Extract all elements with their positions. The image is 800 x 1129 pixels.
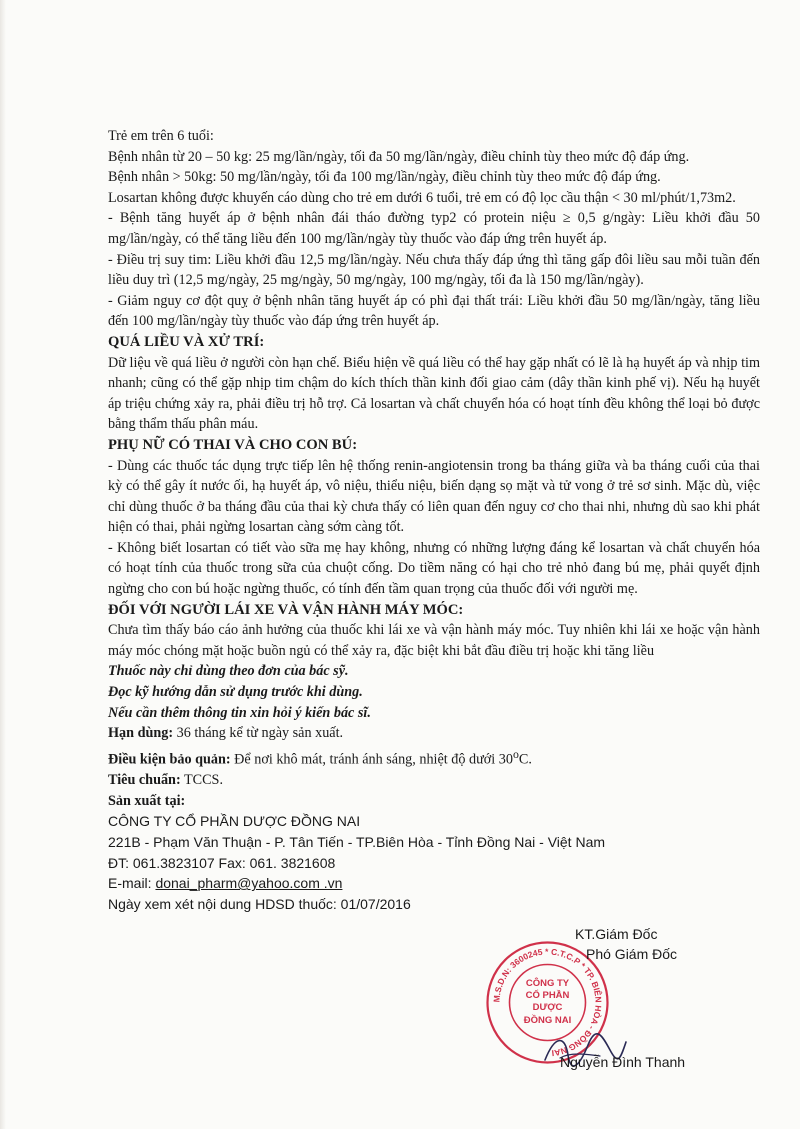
signature-title-1: KT.Giám Đốc [575,926,658,942]
dosage-not-recommended: Losartan không được khuyến cáo dùng cho trẻ em dưới 6 tuổi, trẻ em có độ lọc cầu thận < 30 ml/phút/1,73m2. [108,189,736,206]
seal-line-4: ĐỒNG NAI [523,1015,572,1026]
company-name: CÔNG TY CỔ PHẦN DƯỢC ĐỒNG NAI [108,813,361,830]
dosage-diabetic: - Bệnh tăng huyết áp ở bệnh nhân đái tháo đường typ2 có protein niệu ≥ 0,5 g/ngày: Liều khởi đầu 50 mg/lần/ngày, có thể tăng liều đến 100 mg/lần/ngày tùy thuốc vào đáp ứng trên huyết áp. [108,210,760,247]
pregnancy-paragraph-1: - Dùng các thuốc tác dụng trực tiếp lên hệ thống renin-angiotensin trong ba tháng giữa và ba tháng cuối của thai kỳ có thể gây ít nước ối, hạ huyết áp, vô niệu, thiểu niệu, biến dạng sọ mặt và tử vong ở trẻ sơ sinh. Mặc dù, việc chỉ dùng thuốc ở ba tháng đầu của thai kỳ chưa thấy có liên quan đến nguy cơ cho thai nhi, nhưng dù sao khi phát hiện có thai, phải ngừng losartan càng sớm càng tốt. [108,457,760,536]
dosage-20-50kg: Bệnh nhân từ 20 – 50 kg: 25 mg/lần/ngày, tối đa 50 mg/lần/ngày, điều chỉnh tùy theo mức độ đáp ứng. [108,148,690,165]
children-title: Trẻ em trên 6 tuổi: [108,128,214,144]
company-address: 221B - Phạm Văn Thuận - P. Tân Tiến - TP.Biên Hòa - Tỉnh Đồng Nai - Việt Nam [108,833,606,850]
driving-text: Chưa tìm thấy báo cáo ảnh hưởng của thuốc khi lái xe và vận hành máy móc. Tuy nhiên khi lái xe hoặc vận hành máy móc chóng mặt hoặc buồn ngủ có thể xảy ra, đặc biệt khi bắt đầu điều trị hoặc khi tăng liều [108,622,760,659]
review-date: Ngày xem xét nội dung HDSD thuốc: 01/07/2016 [108,895,411,912]
dosage-heart-failure: - Điều trị suy tim: Liều khởi đầu 12,5 mg/lần/ngày. Nếu chưa thấy đáp ứng thì tăng gấp đôi liều sau mỗi tuần đến liều duy trì (12,5 mg/ngày, 25 mg/ngày, 50 mg/ngày, 100 mg/ngày, tối đa là 150 mg/lần/ngày). [108,251,760,289]
email-label: E-mail: [108,875,156,892]
expiry-label: Hạn dùng: [108,725,174,742]
warning-read: Đọc kỹ hướng dẫn sử dụng trước khi dùng. [108,684,363,701]
pregnancy-paragraph-2: - Không biết losartan có tiết vào sữa mẹ hay không, nhưng có những lượng đáng kể losartan và chất chuyển hóa có hoạt tính của thuốc trong sữa của chuột cống. Do tiềm năng có hại cho trẻ nhỏ đang bú mẹ, phải quyết định ngừng cho con bú hoặc ngừng thuốc, có tính đến tầm quan trọng của thuốc đối với người mẹ. [108,539,760,598]
leaflet-content [108,126,760,914]
dosage-over-50kg: Bệnh nhân > 50kg: 50 mg/lần/ngày, tối đa 100 mg/lần/ngày, điều chỉnh tùy theo mức độ đáp ứng. [108,169,661,186]
storage-line [108,744,760,770]
seal-line-1: CÔNG TY [525,978,570,989]
warning-consult: Nếu cần thêm thông tin xin hỏi ý kiến bác sĩ. [108,704,371,721]
signature-title-2: Phó Giám Đốc [586,946,678,962]
standard-line [108,770,760,791]
standard-value: TCCS. [180,772,223,789]
seal-line-2: CỔ PHẦN [525,990,570,1001]
company-phone: ĐT: 061.3823107 [108,854,215,871]
warning-prescription: Thuốc này chỉ dùng theo đơn của bác sỹ. [108,663,349,680]
storage-unit: C. [518,751,532,768]
email-link[interactable]: donai_pharm@yahoo.com .vn [155,875,343,892]
company-fax: Fax: 061. 3821608 [218,854,336,871]
seal-outer-text: M.S.D.N: 3600245 * C.T.C.P * TP. BIÊN HÒA - ĐỒNG NAI [491,946,604,1059]
expiry-line [108,723,760,744]
storage-degree: o [512,746,519,761]
email-line [108,873,760,894]
dosage-stroke: - Giảm nguy cơ đột quỵ ở bệnh nhân tăng huyết áp có phì đại thất trái: Liều khởi đầu 50 mg/lần/ngày, tăng liều đến 100 mg/lần/ngày tùy thuốc vào đáp ứng trên huyết áp. [108,292,760,330]
standard-label: Tiêu chuẩn: [108,772,181,789]
signatory-name: Nguyễn Đình Thanh [560,1054,686,1070]
storage-label: Điều kiện bảo quản: [108,751,231,768]
seal-line-3: DƯỢC [532,1002,563,1013]
expiry-value: 36 tháng kể từ ngày sản xuất. [173,725,344,742]
pregnancy-heading: PHỤ NỮ CÓ THAI VÀ CHO CON BÚ: [108,436,358,453]
storage-value: Để nơi khô mát, tránh ánh sáng, nhiệt độ dưới 30 [230,751,513,768]
manufacturer-label: Sản xuất tại: [108,792,186,809]
driving-heading: ĐỐI VỚI NGƯỜI LÁI XE VÀ VẬN HÀNH MÁY MÓC: [108,601,464,618]
scan-edge-shadow [0,0,6,1129]
contact-line [108,853,760,874]
overdose-heading: QUÁ LIỀU VÀ XỬ TRÍ: [108,333,265,350]
overdose-text: Dữ liệu về quá liều ở người còn hạn chế. Biểu hiện về quá liều có thể hay gặp nhất có lẽ là hạ huyết áp và nhịp tim nhanh; cũng có thể gặp nhịp tim chậm do kích thích thần kinh đối giao cảm (dây thần kinh phế vị). Nếu hạ huyết áp triệu chứng xảy ra, phải điều trị hỗ trợ. Cả losartan và chất chuyển hóa có hoạt tính đều không thể loại bỏ được bằng thẩm thấu phân máu. [108,354,760,433]
